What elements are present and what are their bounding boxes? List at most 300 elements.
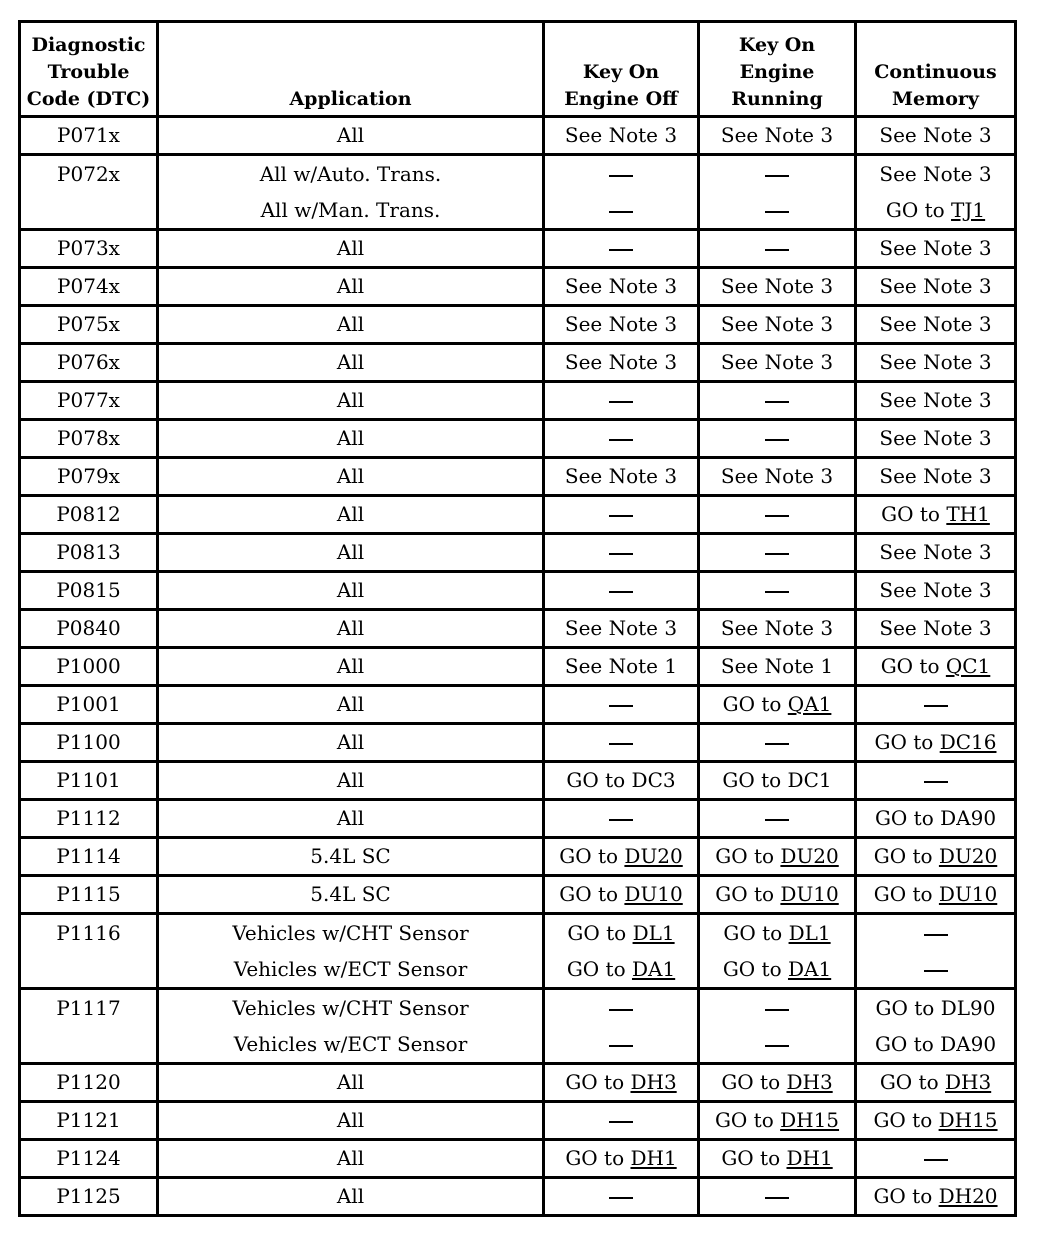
action-text (545, 1065, 697, 1100)
not-applicable (545, 156, 697, 192)
application-text: All (336, 1070, 365, 1094)
action-label: GO to (885, 198, 952, 222)
pinpoint-test-link[interactable]: DU10 (938, 882, 998, 906)
koer-cell (699, 572, 856, 610)
koer-cell (699, 876, 856, 914)
koeo-cell (544, 306, 699, 344)
action-label: See Note 3 (720, 312, 834, 336)
not-applicable (857, 1141, 1014, 1176)
em-dash-icon (609, 819, 633, 821)
action-text (857, 839, 1014, 874)
application-text: All (336, 1184, 365, 1208)
action-text (700, 1103, 854, 1138)
application-cell (158, 534, 544, 572)
action-label: GO to (567, 921, 633, 945)
dtc-code-cell (20, 496, 158, 534)
action-text (857, 725, 1014, 760)
cm-cell (856, 1102, 1016, 1140)
application-cell (158, 1140, 544, 1178)
action-label: GO to (721, 1146, 787, 1170)
application-cell (158, 155, 544, 230)
application-cell (158, 344, 544, 382)
koer-cell (699, 610, 856, 648)
application-text: All (336, 312, 365, 336)
action-text (700, 687, 854, 722)
pinpoint-test-link[interactable]: DC16 (939, 730, 997, 754)
table-row (20, 800, 1016, 838)
koer-cell (699, 458, 856, 496)
action-label: See Note 3 (564, 464, 678, 488)
action-text (857, 990, 1014, 1026)
application-cell (158, 1178, 544, 1216)
pinpoint-test-link[interactable]: DH15 (780, 1108, 840, 1132)
cm-cell (856, 876, 1016, 914)
cm-cell (856, 420, 1016, 458)
koeo-cell (544, 155, 699, 230)
table-row (20, 155, 1016, 230)
application-cell (158, 268, 544, 306)
pinpoint-test-link[interactable]: DU20 (938, 844, 998, 868)
dtc-code: P072x (57, 162, 120, 186)
em-dash-icon (765, 1197, 789, 1199)
em-dash-icon (924, 970, 948, 972)
koeo-cell (544, 1102, 699, 1140)
action-text (857, 801, 1014, 836)
action-label: See Note 1 (564, 654, 678, 678)
dtc-code-cell (20, 344, 158, 382)
action-text (857, 611, 1014, 646)
application-cell (158, 420, 544, 458)
em-dash-icon (765, 249, 789, 251)
action-text (545, 269, 697, 304)
dtc-code: P1114 (56, 844, 121, 868)
action-label: See Note 3 (564, 312, 678, 336)
em-dash-icon (765, 1009, 789, 1011)
action-text (545, 118, 697, 153)
application-cell (158, 989, 544, 1064)
dtc-code-cell (20, 838, 158, 876)
action-label: GO to DA90 (874, 1032, 997, 1056)
pinpoint-test-link[interactable]: DA1 (631, 957, 676, 981)
action-label: See Note 1 (720, 654, 834, 678)
pinpoint-test-link[interactable]: DU20 (624, 844, 683, 868)
cm-cell (856, 382, 1016, 420)
header-line: Engine Off (564, 88, 678, 110)
application-text: All (336, 464, 365, 488)
header-line: Trouble (47, 61, 130, 83)
action-text (857, 649, 1014, 684)
action-text (700, 951, 854, 987)
action-text (545, 459, 697, 494)
pinpoint-test-link[interactable]: DL1 (632, 921, 675, 945)
action-label: GO to (559, 844, 625, 868)
application-cell (158, 686, 544, 724)
application-cell (158, 838, 544, 876)
application-cell (158, 762, 544, 800)
header-line: Memory (892, 88, 979, 110)
action-text (857, 421, 1014, 456)
header-dtc (20, 22, 158, 117)
cm-cell (856, 989, 1016, 1064)
cm-cell (856, 534, 1016, 572)
header-line: Continuous (874, 61, 997, 83)
not-applicable (545, 573, 697, 608)
not-applicable (700, 1026, 854, 1062)
koeo-cell (544, 762, 699, 800)
koeo-cell (544, 1140, 699, 1178)
dtc-code-cell (20, 914, 158, 989)
koer-cell (699, 914, 856, 989)
koeo-cell (544, 230, 699, 268)
em-dash-icon (765, 591, 789, 593)
application-text: All (336, 274, 365, 298)
em-dash-icon (765, 515, 789, 517)
table-row (20, 344, 1016, 382)
koeo-cell (544, 914, 699, 989)
koeo-cell (544, 268, 699, 306)
em-dash-icon (765, 553, 789, 555)
pinpoint-test-link[interactable]: DU10 (624, 882, 683, 906)
not-applicable (545, 383, 697, 418)
pinpoint-test-link[interactable]: DU20 (780, 844, 839, 868)
em-dash-icon (609, 705, 633, 707)
pinpoint-test-link[interactable]: QC1 (945, 654, 991, 678)
dtc-code: P0813 (56, 540, 121, 564)
dtc-code-cell (20, 1140, 158, 1178)
em-dash-icon (765, 743, 789, 745)
dtc-code-cell (20, 117, 158, 155)
pinpoint-test-link[interactable]: DH1 (630, 1146, 677, 1170)
application-cell (158, 876, 544, 914)
action-label: See Note 3 (879, 162, 992, 186)
pinpoint-test-link[interactable]: DU10 (780, 882, 839, 906)
dtc-code: P071x (57, 123, 120, 147)
cm-cell (856, 724, 1016, 762)
action-label: See Note 3 (879, 350, 992, 374)
cm-cell (856, 800, 1016, 838)
action-text (700, 118, 854, 153)
application-cell (158, 230, 544, 268)
em-dash-icon (609, 211, 633, 213)
action-text (857, 383, 1014, 418)
action-text (700, 459, 854, 494)
action-label: See Note 3 (879, 464, 992, 488)
table-row (20, 534, 1016, 572)
header-koeo (544, 22, 699, 117)
koer-cell (699, 230, 856, 268)
dtc-code: P0812 (56, 502, 121, 526)
cm-cell (856, 572, 1016, 610)
koer-cell (699, 800, 856, 838)
koeo-cell (544, 496, 699, 534)
not-applicable (700, 192, 854, 228)
action-label: GO to (714, 1108, 781, 1132)
action-text (857, 345, 1014, 380)
table-row (20, 686, 1016, 724)
action-label: See Note 3 (879, 123, 992, 147)
cm-cell (856, 648, 1016, 686)
action-text (857, 1103, 1014, 1138)
pinpoint-test-link[interactable]: DH3 (630, 1070, 677, 1094)
action-label: See Note 3 (564, 123, 678, 147)
cm-cell (856, 686, 1016, 724)
not-applicable (857, 687, 1014, 722)
action-text (545, 951, 697, 987)
action-label: See Note 3 (564, 350, 678, 374)
table-row (20, 1178, 1016, 1216)
application-text: All (336, 692, 365, 716)
action-label: GO to DL90 (875, 996, 996, 1020)
application-text: All (336, 806, 365, 830)
action-text (545, 915, 697, 951)
action-label: GO to (565, 1146, 631, 1170)
koer-cell (699, 534, 856, 572)
not-applicable (857, 763, 1014, 798)
action-text (700, 915, 854, 951)
koeo-cell (544, 686, 699, 724)
em-dash-icon (924, 1159, 948, 1161)
koer-cell (699, 989, 856, 1064)
action-text (857, 1065, 1014, 1100)
application-text: All (336, 654, 365, 678)
action-text (545, 1141, 697, 1176)
koer-cell (699, 117, 856, 155)
dtc-code-cell (20, 876, 158, 914)
dtc-code-cell (20, 989, 158, 1064)
action-text (857, 1179, 1014, 1214)
em-dash-icon (609, 1009, 633, 1011)
action-label: See Note 3 (720, 464, 834, 488)
not-applicable (700, 231, 854, 266)
dtc-code-cell (20, 762, 158, 800)
application-text: Vehicles w/ECT Sensor (233, 1032, 468, 1056)
action-label: See Note 3 (879, 578, 992, 602)
pinpoint-test-link[interactable]: DH3 (786, 1070, 833, 1094)
koer-cell (699, 762, 856, 800)
em-dash-icon (609, 553, 633, 555)
dtc-code: P073x (57, 236, 120, 260)
em-dash-icon (765, 211, 789, 213)
action-label: GO to (873, 882, 939, 906)
header-line: Engine (739, 61, 815, 83)
table-row (20, 382, 1016, 420)
em-dash-icon (609, 591, 633, 593)
application-text: Vehicles w/CHT Sensor (232, 921, 469, 945)
dtc-code-cell (20, 458, 158, 496)
dtc-table (18, 20, 1017, 1217)
header-row (20, 22, 1016, 117)
action-label: GO to (873, 1108, 939, 1132)
pinpoint-test-link[interactable]: DA1 (787, 957, 832, 981)
dtc-code: P1101 (56, 768, 121, 792)
action-text (545, 345, 697, 380)
pinpoint-test-link[interactable]: QA1 (787, 692, 832, 716)
action-text (545, 763, 697, 798)
header-continuous-memory (856, 22, 1016, 117)
header-line: Code (DTC) (26, 88, 151, 110)
action-label: GO to (873, 1184, 939, 1208)
dtc-code-cell (20, 1178, 158, 1216)
pinpoint-test-link[interactable]: TH1 (946, 502, 990, 526)
koeo-cell (544, 344, 699, 382)
koeo-cell (544, 876, 699, 914)
action-text (857, 307, 1014, 342)
application-text: Vehicles w/ECT Sensor (233, 957, 468, 981)
header-koer (699, 22, 856, 117)
not-applicable (857, 951, 1014, 987)
em-dash-icon (924, 934, 948, 936)
cm-cell (856, 1178, 1016, 1216)
koer-cell (699, 496, 856, 534)
koeo-cell (544, 1064, 699, 1102)
not-applicable (545, 1026, 697, 1062)
not-applicable (700, 421, 854, 456)
action-label: GO to (873, 844, 939, 868)
action-text (700, 1065, 854, 1100)
koeo-cell (544, 610, 699, 648)
not-applicable (545, 535, 697, 570)
pinpoint-test-link[interactable]: DH3 (944, 1070, 992, 1094)
table-row (20, 610, 1016, 648)
em-dash-icon (924, 705, 948, 707)
dtc-code: P1125 (56, 1184, 121, 1208)
application-cell (158, 306, 544, 344)
pinpoint-test-link[interactable]: DH1 (786, 1146, 833, 1170)
action-label: See Note 3 (879, 236, 992, 260)
table-row (20, 230, 1016, 268)
action-text (857, 535, 1014, 570)
action-label: See Note 3 (564, 616, 678, 640)
table-row (20, 838, 1016, 876)
koeo-cell (544, 724, 699, 762)
header-line: Running (731, 88, 823, 110)
koer-cell (699, 1102, 856, 1140)
action-label: GO to (879, 1070, 945, 1094)
em-dash-icon (609, 1045, 633, 1047)
em-dash-icon (609, 175, 633, 177)
koeo-cell (544, 838, 699, 876)
action-text (545, 649, 697, 684)
em-dash-icon (609, 249, 633, 251)
action-text (700, 269, 854, 304)
not-applicable (545, 990, 697, 1026)
cm-cell (856, 344, 1016, 382)
dtc-code-cell (20, 306, 158, 344)
dtc-code-cell (20, 800, 158, 838)
table-body (20, 117, 1016, 1216)
em-dash-icon (924, 781, 948, 783)
application-cell (158, 724, 544, 762)
koer-cell (699, 420, 856, 458)
action-text (545, 839, 697, 874)
header-line: Key On (582, 61, 660, 83)
koer-cell (699, 306, 856, 344)
application-text: All (336, 426, 365, 450)
application-cell (158, 648, 544, 686)
action-label: See Note 3 (879, 426, 992, 450)
dtc-code-cell (20, 1064, 158, 1102)
application-cell (158, 914, 544, 989)
em-dash-icon (609, 1197, 633, 1199)
dtc-code: P1115 (56, 882, 121, 906)
action-text (545, 611, 697, 646)
application-text: All (336, 768, 365, 792)
cm-cell (856, 458, 1016, 496)
application-text: All (336, 236, 365, 260)
action-label: See Note 3 (720, 274, 834, 298)
em-dash-icon (609, 439, 633, 441)
koer-cell (699, 155, 856, 230)
table-header (20, 22, 1016, 117)
table-row (20, 989, 1016, 1064)
em-dash-icon (765, 401, 789, 403)
koeo-cell (544, 420, 699, 458)
em-dash-icon (609, 401, 633, 403)
application-text: All (336, 540, 365, 564)
dtc-code: P1124 (56, 1146, 121, 1170)
action-label: GO to (723, 921, 789, 945)
not-applicable (545, 192, 697, 228)
koeo-cell (544, 117, 699, 155)
action-text (700, 763, 854, 798)
koeo-cell (544, 458, 699, 496)
action-text (857, 156, 1014, 192)
action-text (700, 877, 854, 912)
koer-cell (699, 1064, 856, 1102)
dtc-code-cell (20, 268, 158, 306)
dtc-code: P1116 (56, 921, 121, 945)
dtc-code: P1001 (56, 692, 121, 716)
dtc-code-cell (20, 724, 158, 762)
pinpoint-test-link[interactable]: TJ1 (951, 198, 986, 222)
pinpoint-test-link[interactable]: DH15 (938, 1108, 998, 1132)
action-text (857, 497, 1014, 532)
action-label: GO to (874, 730, 940, 754)
em-dash-icon (609, 515, 633, 517)
action-label: GO to (880, 654, 946, 678)
action-label: GO to (565, 1070, 631, 1094)
pinpoint-test-link[interactable]: DL1 (788, 921, 831, 945)
not-applicable (700, 573, 854, 608)
not-applicable (545, 687, 697, 722)
cm-cell (856, 496, 1016, 534)
application-cell (158, 1064, 544, 1102)
table-row (20, 876, 1016, 914)
action-label: GO to (559, 882, 625, 906)
action-text (700, 649, 854, 684)
application-text: All w/Auto. Trans. (259, 162, 442, 186)
not-applicable (545, 497, 697, 532)
em-dash-icon (609, 743, 633, 745)
em-dash-icon (765, 175, 789, 177)
action-label: See Note 3 (720, 123, 834, 147)
application-cell (158, 800, 544, 838)
action-label: See Note 3 (720, 350, 834, 374)
action-text (857, 269, 1014, 304)
action-text (857, 231, 1014, 266)
koer-cell (699, 686, 856, 724)
action-text (700, 839, 854, 874)
action-label: GO to (721, 1070, 787, 1094)
table-row (20, 1102, 1016, 1140)
dtc-code: P077x (57, 388, 120, 412)
dtc-code-cell (20, 648, 158, 686)
cm-cell (856, 155, 1016, 230)
pinpoint-test-link[interactable]: DH20 (938, 1184, 998, 1208)
application-text: All (336, 616, 365, 640)
table-row (20, 648, 1016, 686)
cm-cell (856, 268, 1016, 306)
